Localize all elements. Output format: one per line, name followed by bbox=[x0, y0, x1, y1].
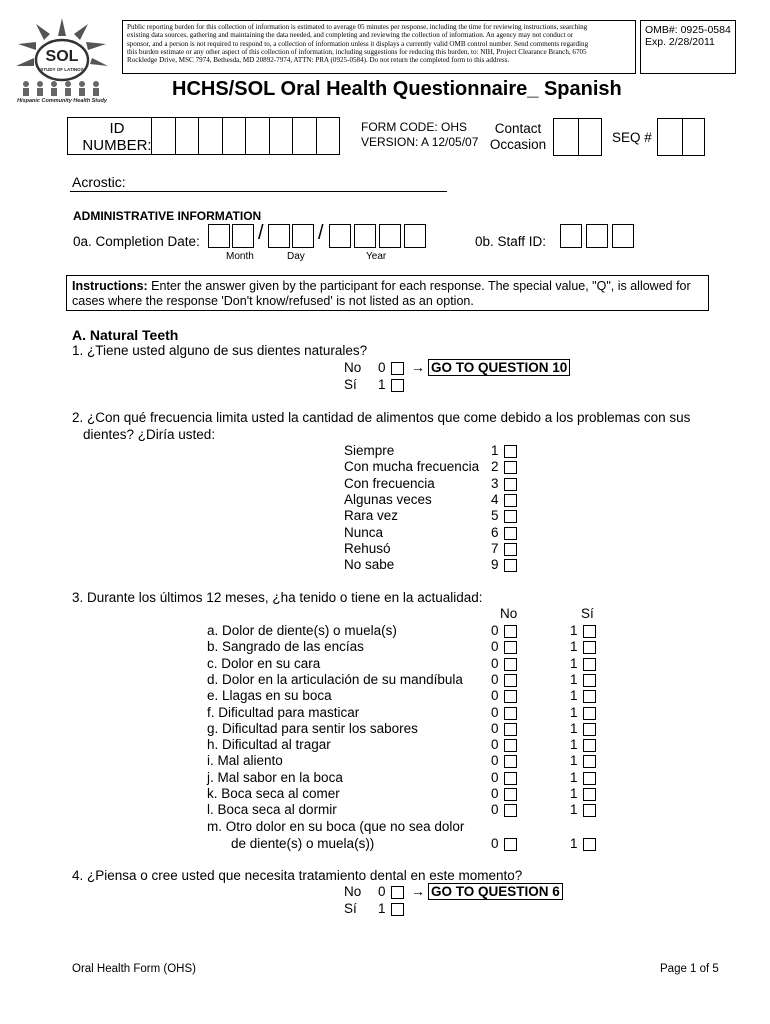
sol-logo bbox=[8, 14, 116, 106]
q3-no-checkbox[interactable] bbox=[504, 739, 517, 752]
q3-si-checkbox[interactable] bbox=[583, 772, 596, 785]
q2-option-checkbox[interactable] bbox=[504, 445, 517, 458]
q3-si-code: 1 bbox=[570, 802, 578, 818]
q2-option-label: Nunca bbox=[344, 524, 384, 540]
q2-text-line1: 2. ¿Con qué frecuencia limita usted la cantidad de alimentos que come debido a los problemas con sus bbox=[72, 410, 691, 425]
q4-no-label: No bbox=[344, 884, 362, 899]
q3-text: 3. Durante los últimos 12 meses, ¿ha tenido o tiene en la actualidad: bbox=[72, 590, 483, 605]
logo-text: SOL bbox=[45, 48, 79, 65]
instructions-line1: Enter the answer given by the participant for each response. The special value, "Q", is allowed for bbox=[147, 279, 691, 293]
q3-item-label: j. Mal sabor en la boca bbox=[207, 769, 343, 785]
q3-si-code: 1 bbox=[570, 753, 578, 769]
section-a-heading: A. Natural Teeth bbox=[72, 327, 179, 343]
q1-no-checkbox[interactable] bbox=[391, 362, 404, 375]
q3-no-checkbox[interactable] bbox=[504, 625, 517, 638]
id-digit-cells[interactable] bbox=[152, 118, 341, 154]
q3-no-code: 0 bbox=[491, 720, 499, 736]
footer-form-name: Oral Health Form (OHS) bbox=[72, 963, 196, 975]
q3-no-checkbox[interactable] bbox=[504, 772, 517, 785]
q2-text-line2: dientes? ¿Diría usted: bbox=[83, 427, 216, 442]
omb-expiration: Exp. 2/28/2011 bbox=[645, 36, 715, 48]
q3-no-code: 0 bbox=[491, 737, 499, 753]
q3-no-code: 0 bbox=[491, 769, 499, 785]
q2-option-label: No sabe bbox=[344, 557, 395, 573]
q3-si-code: 1 bbox=[570, 655, 578, 671]
q3-item-label: e. Llagas en su boca bbox=[207, 688, 332, 704]
instructions-label: Instructions: bbox=[72, 279, 148, 293]
form-code: FORM CODE: OHS bbox=[361, 120, 468, 134]
q3-no-checkbox[interactable] bbox=[504, 723, 517, 736]
q3-si-checkbox[interactable] bbox=[583, 723, 596, 736]
q1-text: 1. ¿Tiene usted alguno de sus dientes naturales? bbox=[72, 343, 368, 358]
day-digit-1[interactable] bbox=[268, 224, 290, 248]
q1-si-label: Sí bbox=[344, 377, 357, 392]
contact-occasion-input[interactable] bbox=[553, 118, 602, 156]
q2-option-checkbox[interactable] bbox=[504, 461, 517, 474]
q3-no-code: 0 bbox=[491, 802, 499, 818]
q2-option-code: 6 bbox=[491, 524, 499, 540]
footer-page-number: Page 1 of 5 bbox=[660, 963, 719, 975]
q3-no-code: 0 bbox=[491, 704, 499, 720]
logo-caption: Hispanic Community Health Study bbox=[17, 98, 107, 104]
q3-item-label: f. Dificultad para masticar bbox=[207, 704, 360, 720]
seq-label: SEQ # bbox=[612, 130, 652, 145]
contact-label-line2: Occasion bbox=[489, 137, 547, 152]
q3-si-checkbox[interactable] bbox=[583, 739, 596, 752]
q3-no-code: 0 bbox=[491, 786, 499, 801]
q3-item-label: k. Boca seca al comer bbox=[207, 786, 340, 801]
omb-box bbox=[640, 20, 736, 74]
q2-option-label: Rara vez bbox=[344, 508, 399, 524]
contact-label-line1: Contact bbox=[494, 121, 542, 136]
q4-si-code: 1 bbox=[378, 901, 386, 916]
q2-option-label: Algunas veces bbox=[344, 491, 432, 507]
q2-option-checkbox[interactable] bbox=[504, 543, 517, 556]
burden-line: Rockledge Drive, MSC 7974, Bethesda, MD 20892-7974, ATTN: PRA (0925-0584). Do not return the completed form to this address. bbox=[127, 56, 510, 65]
q2-option-checkbox[interactable] bbox=[504, 559, 517, 572]
seq-input[interactable] bbox=[657, 118, 705, 156]
q3-no-checkbox[interactable] bbox=[504, 641, 517, 654]
q1-si-checkbox[interactable] bbox=[391, 379, 404, 392]
contact-occasion-label bbox=[488, 121, 548, 153]
q3-item-label: g. Dificultad para sentir los sabores bbox=[207, 720, 418, 736]
q2-option-code: 9 bbox=[491, 557, 499, 573]
q2-option-label: Siempre bbox=[344, 443, 395, 458]
q2-option-code: 4 bbox=[491, 491, 499, 507]
year-digit-4[interactable] bbox=[404, 224, 426, 248]
q3-si-code: 1 bbox=[570, 688, 578, 704]
completion-date-input[interactable] bbox=[208, 224, 430, 250]
id-divider bbox=[68, 118, 152, 154]
q3-si-code: 1 bbox=[570, 737, 578, 753]
q3-item-label: a. Dolor de diente(s) o muela(s) bbox=[207, 623, 397, 638]
date-slash: / bbox=[318, 222, 324, 244]
q3-no-checkbox[interactable] bbox=[504, 707, 517, 720]
form-version: VERSION: A 12/05/07 bbox=[361, 135, 479, 149]
q3-si-code: 1 bbox=[570, 671, 578, 687]
q3-no-code: 0 bbox=[491, 753, 499, 769]
acrostic-input-line[interactable] bbox=[70, 191, 447, 192]
q3-si-code: 1 bbox=[570, 639, 578, 655]
q2-option-code: 3 bbox=[491, 475, 499, 491]
q3-no-checkbox[interactable] bbox=[504, 658, 517, 671]
q3-si-checkbox[interactable] bbox=[583, 788, 596, 801]
q3-si-checkbox[interactable] bbox=[583, 641, 596, 654]
q4-text: 4. ¿Piensa o cree usted que necesita tratamiento dental en este momento? bbox=[72, 868, 523, 883]
burden-statement-box bbox=[122, 20, 636, 74]
q3-no-checkbox[interactable] bbox=[504, 788, 517, 801]
q2-option-label: Con mucha frecuencia bbox=[344, 459, 480, 475]
q3-si-code: 1 bbox=[570, 786, 578, 801]
q3-si-checkbox[interactable] bbox=[583, 707, 596, 720]
staff-digit-1[interactable] bbox=[560, 224, 582, 248]
q3-no-code: 0 bbox=[491, 688, 499, 704]
q3-item-m-line1: m. Otro dolor en su boca (que no sea dolor bbox=[207, 819, 465, 834]
q3-no-checkbox[interactable] bbox=[504, 804, 517, 817]
q3-m-si-checkbox[interactable] bbox=[583, 838, 596, 851]
q2-option-checkbox[interactable] bbox=[504, 478, 517, 491]
completion-date-label: 0a. Completion Date: bbox=[73, 234, 200, 249]
arrow-icon: → bbox=[411, 883, 425, 899]
q3-si-code: 1 bbox=[570, 769, 578, 785]
q2-option-label: Rehusó bbox=[344, 540, 391, 556]
q4-skip-instruction: GO TO QUESTION 6 bbox=[428, 883, 563, 900]
year-digit-2[interactable] bbox=[354, 224, 376, 248]
burden-line: sponsor, and a person is not required to respond to, a collection of information unless it displays a currently valid OMB control number. Send comments regarding bbox=[127, 39, 589, 48]
day-digit-2[interactable] bbox=[292, 224, 314, 248]
q3-no-checkbox[interactable] bbox=[504, 690, 517, 703]
q1-skip-instruction: GO TO QUESTION 10 bbox=[428, 359, 570, 376]
q3-item-label: c. Dolor en su cara bbox=[207, 655, 321, 671]
q2-option-code: 1 bbox=[491, 443, 499, 458]
q3-si-checkbox[interactable] bbox=[583, 690, 596, 703]
q2-option-checkbox[interactable] bbox=[504, 527, 517, 540]
q1-si-code: 1 bbox=[378, 377, 386, 392]
id-number-box bbox=[67, 117, 340, 155]
logo-subtext: STUDY OF LATINOS bbox=[40, 67, 84, 72]
q3-si-checkbox[interactable] bbox=[583, 674, 596, 687]
staff-id-label: 0b. Staff ID: bbox=[475, 234, 547, 249]
q3-si-checkbox[interactable] bbox=[583, 755, 596, 768]
q3-no-header: No bbox=[500, 606, 518, 621]
q3-no-code: 0 bbox=[491, 623, 499, 638]
year-caption: Year bbox=[366, 251, 387, 262]
q3-m-no-checkbox[interactable] bbox=[504, 838, 517, 851]
arrow-icon: → bbox=[411, 359, 425, 375]
q1-no-label: No bbox=[344, 360, 362, 375]
q2-option-checkbox[interactable] bbox=[504, 510, 517, 523]
id-label-line2: NUMBER: bbox=[82, 137, 152, 154]
q3-item-label: d. Dolor en la articulación de su mandíbula bbox=[207, 671, 463, 687]
q3-m-no-code: 0 bbox=[491, 836, 499, 851]
q3-si-checkbox[interactable] bbox=[583, 658, 596, 671]
q4-si-label: Sí bbox=[344, 901, 357, 916]
q2-option-code: 5 bbox=[491, 508, 499, 524]
q3-no-code: 0 bbox=[491, 655, 499, 671]
q3-item-m-line2: de diente(s) o muela(s)) bbox=[231, 836, 375, 851]
q3-si-code: 1 bbox=[570, 623, 578, 638]
instructions-line2: cases where the response 'Don't know/refused' is not listed as an option. bbox=[72, 294, 474, 308]
page-title: HCHS/SOL Oral Health Questionnaire_ Spanish bbox=[172, 78, 622, 100]
acrostic-label: Acrostic: bbox=[72, 174, 126, 190]
q1-no-code: 0 bbox=[378, 360, 386, 375]
q4-no-code: 0 bbox=[378, 884, 386, 899]
q3-item-label: i. Mal aliento bbox=[207, 753, 283, 769]
q4-no-checkbox[interactable] bbox=[391, 886, 404, 899]
id-label-line1: ID bbox=[109, 120, 125, 137]
month-digit-1[interactable] bbox=[208, 224, 230, 248]
staff-digit-3[interactable] bbox=[612, 224, 634, 248]
q2-option-code: 2 bbox=[491, 459, 499, 475]
q3-si-checkbox[interactable] bbox=[583, 625, 596, 638]
burden-line: Public reporting burden for this collection of information is estimated to average 05 minutes per response, including the time for reviewing instructions, searching bbox=[127, 23, 588, 31]
instructions-box bbox=[66, 275, 709, 311]
q4-si-checkbox[interactable] bbox=[391, 903, 404, 916]
year-digit-1[interactable] bbox=[329, 224, 351, 248]
month-digit-2[interactable] bbox=[232, 224, 254, 248]
q3-no-code: 0 bbox=[491, 639, 499, 655]
q3-si-code: 1 bbox=[570, 704, 578, 720]
burden-line: this burden estimate or any other aspect of this collection of information, including suggestions for reducing this burden, to: NIH, Project Clearance Branch, 6705 bbox=[127, 47, 587, 56]
date-slash: / bbox=[258, 222, 264, 244]
q3-item-label: b. Sangrado de las encías bbox=[207, 639, 364, 655]
q3-m-si-code: 1 bbox=[570, 836, 578, 851]
q3-no-checkbox[interactable] bbox=[504, 755, 517, 768]
q3-item-label: h. Dificultad al tragar bbox=[207, 737, 331, 753]
month-caption: Month bbox=[226, 251, 254, 262]
q2-option-checkbox[interactable] bbox=[504, 494, 517, 507]
q3-no-checkbox[interactable] bbox=[504, 674, 517, 687]
staff-digit-2[interactable] bbox=[586, 224, 608, 248]
omb-number: OMB#: 0925-0584 bbox=[645, 24, 731, 36]
q3-no-code: 0 bbox=[491, 671, 499, 687]
q3-si-header: Sí bbox=[581, 606, 594, 621]
year-digit-3[interactable] bbox=[379, 224, 401, 248]
day-caption: Day bbox=[287, 251, 305, 262]
burden-line: existing data sources, gathering and maintaining the data needed, and completing and reviewing the collection of information. An agency may not conduct or bbox=[127, 31, 574, 40]
q3-item-label: l. Boca seca al dormir bbox=[207, 802, 337, 818]
q3-si-code: 1 bbox=[570, 720, 578, 736]
admin-heading: ADMINISTRATIVE INFORMATION bbox=[73, 209, 262, 223]
q2-option-label: Con frecuencia bbox=[344, 475, 435, 491]
q3-si-checkbox[interactable] bbox=[583, 804, 596, 817]
q2-option-code: 7 bbox=[491, 540, 499, 556]
staff-id-input[interactable] bbox=[560, 224, 636, 250]
